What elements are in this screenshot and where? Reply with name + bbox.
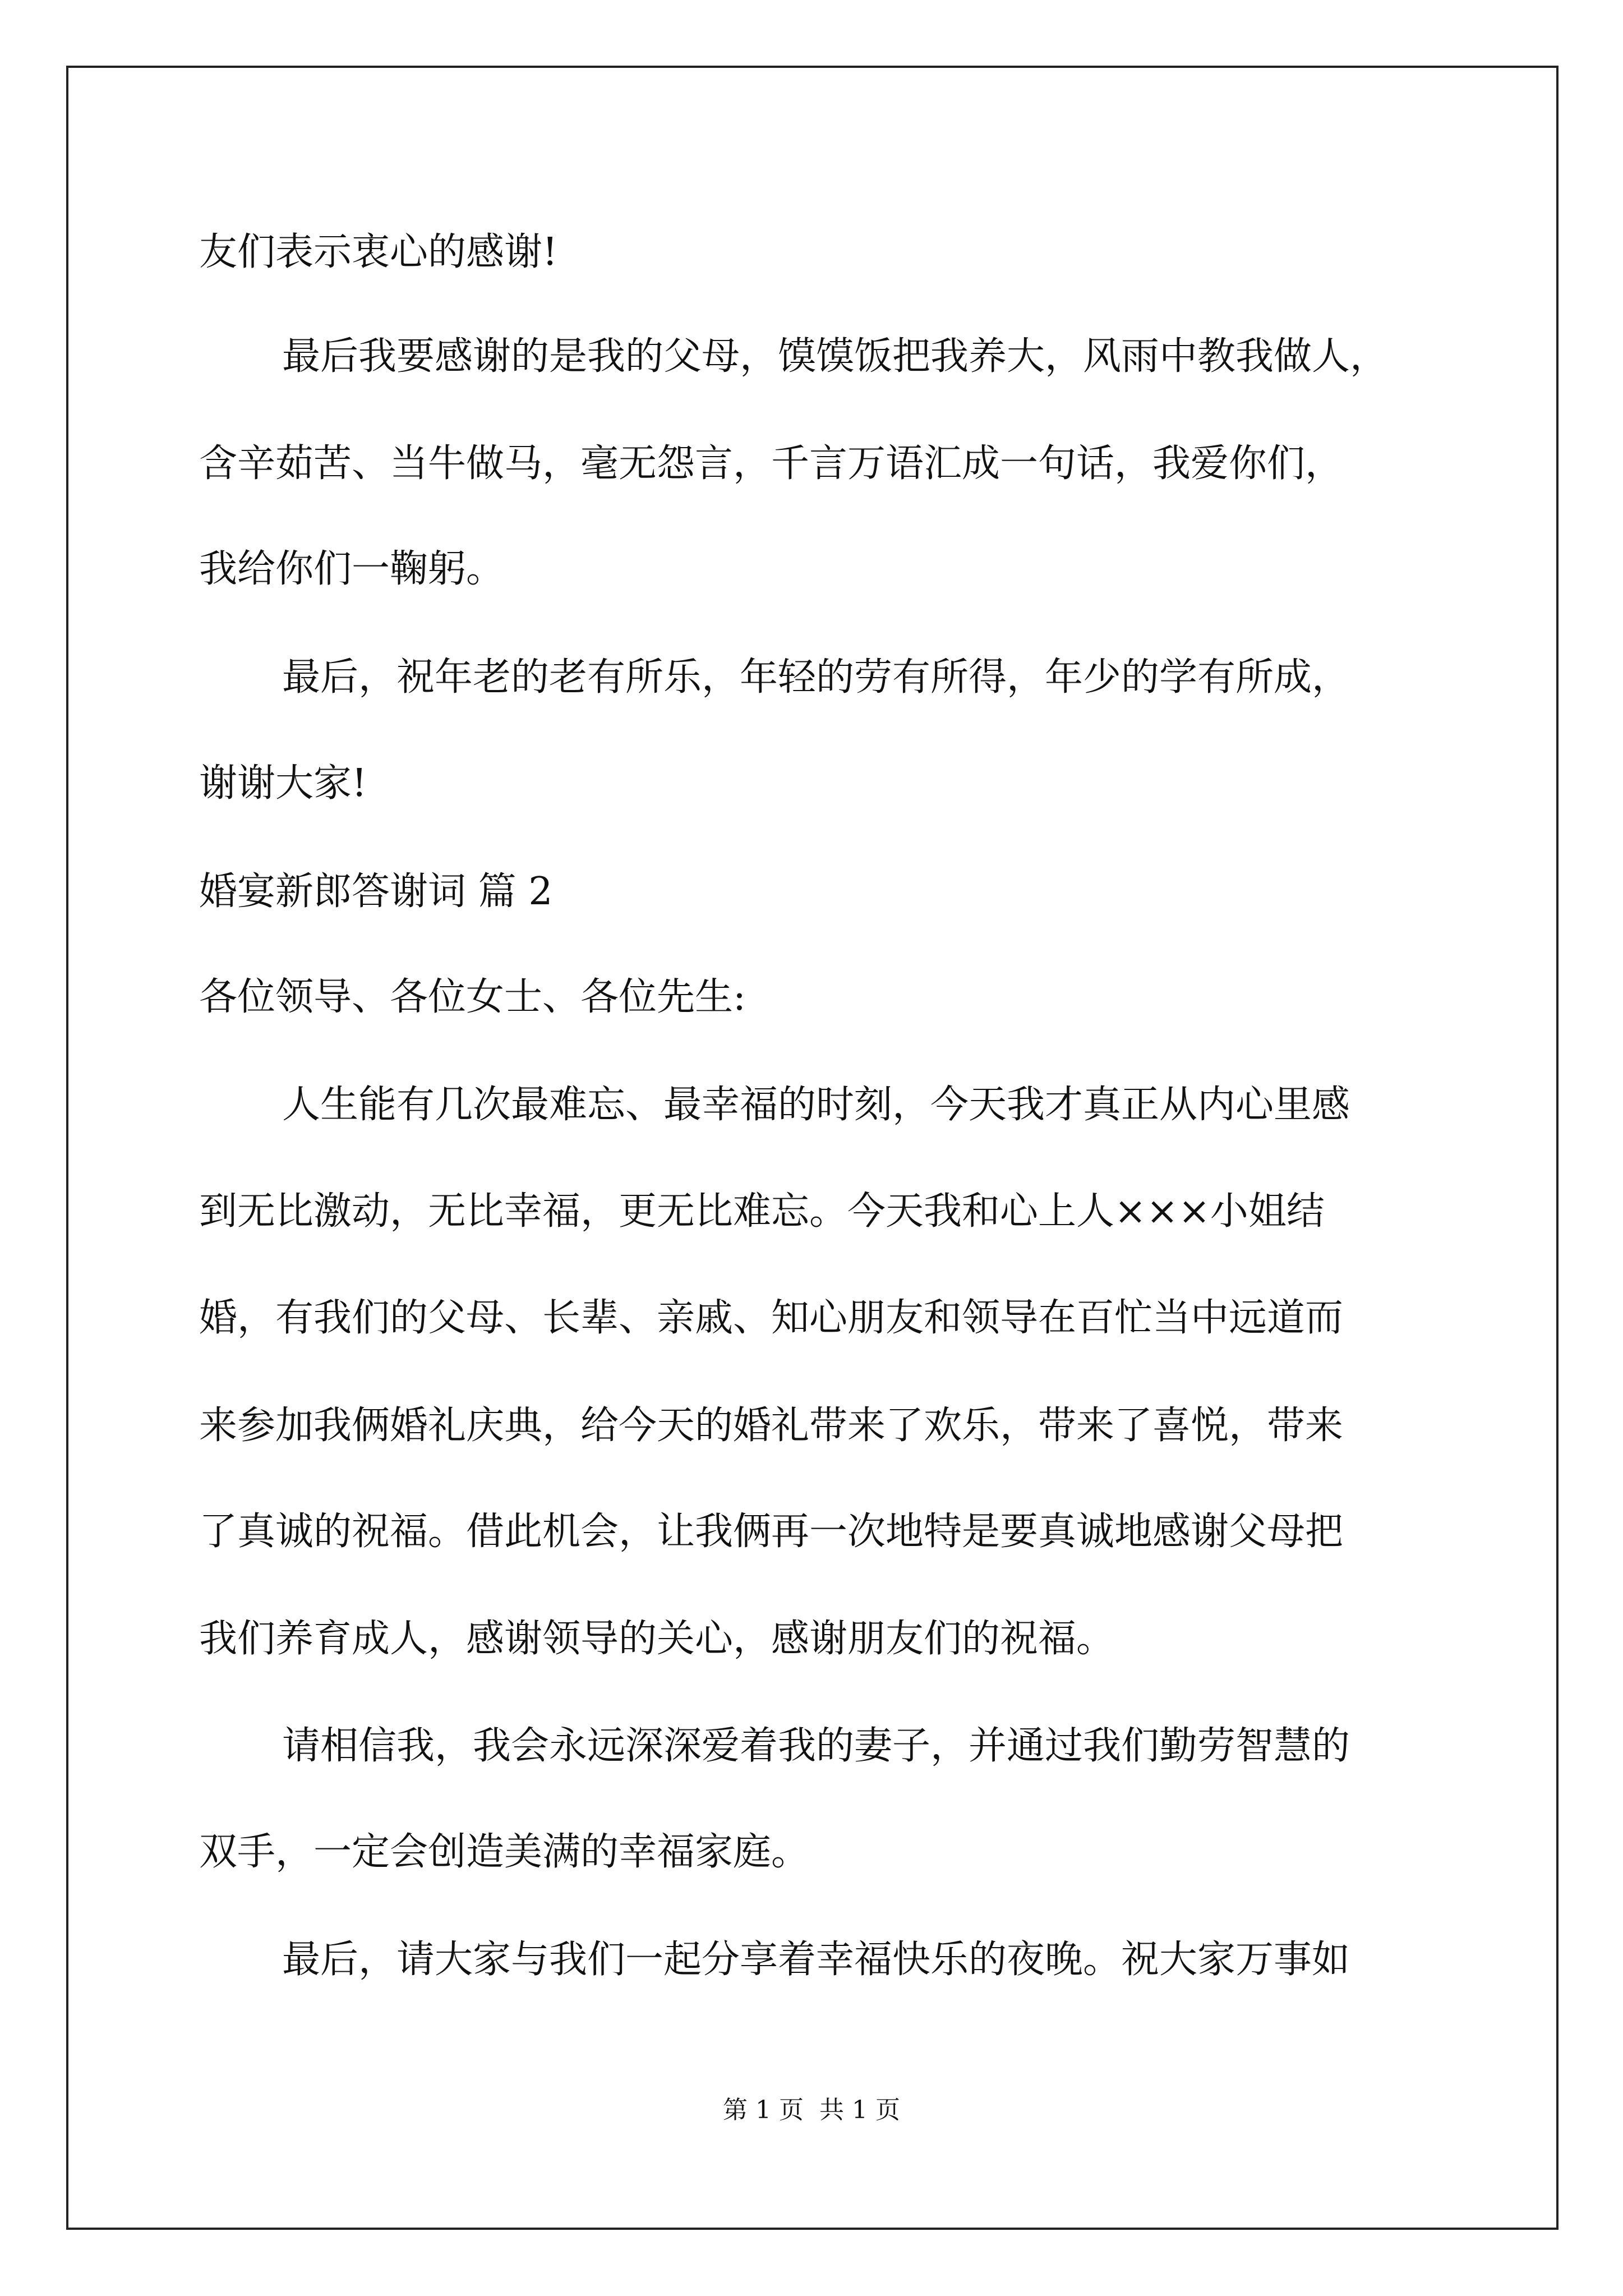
text-line: 婚，有我们的父母、长辈、亲戚、知心朋友和领导在百忙当中远道而 bbox=[199, 1296, 1344, 1340]
page-number: 第 1 页 bbox=[723, 2096, 804, 2124]
text-line: 来参加我俩婚礼庆典，给今天的婚礼带来了欢乐，带来了喜悦，带来 bbox=[199, 1404, 1344, 1448]
text-line: 最后，祝年老的老有所乐，年轻的劳有所得，年少的学有所成， bbox=[282, 655, 1350, 700]
text-line: 我们养育成人，感谢领导的关心，感谢朋友们的祝福。 bbox=[199, 1617, 1115, 1661]
text-line: 谢谢大家! bbox=[199, 761, 367, 806]
text-line: 到无比激动，无比幸福，更无比难忘。今天我和心上人×××小姐结 bbox=[199, 1189, 1325, 1234]
page-total: 共 1 页 bbox=[819, 2096, 900, 2124]
text-line: 含辛茹苦、当牛做马，毫无怨言，千言万语汇成一句话，我爱你们， bbox=[199, 441, 1344, 486]
text-line: 了真诚的祝福。借此机会，让我俩再一次地特是要真诚地感谢父母把 bbox=[199, 1510, 1344, 1554]
text-line: 友们表示衷心的感谢! bbox=[199, 230, 558, 274]
page-border bbox=[66, 66, 1559, 2230]
text-line: 人生能有几次最难忘、最幸福的时刻，今天我才真正从内心里感 bbox=[282, 1083, 1350, 1127]
section-heading: 婚宴新郎答谢词 篇 2 bbox=[199, 869, 553, 914]
text-line: 请相信我，我会永远深深爱着我的妻子，并通过我们勤劳智慧的 bbox=[282, 1724, 1350, 1768]
text-line: 最后我要感谢的是我的父母，馍馍饭把我养大，风雨中教我做人， bbox=[282, 334, 1389, 379]
text-line: 双手，一定会创造美满的幸福家庭。 bbox=[199, 1830, 810, 1874]
page-footer bbox=[0, 2095, 1623, 2126]
salutation: 各位领导、各位女士、各位先生: bbox=[199, 975, 746, 1019]
text-line: 我给你们一鞠躬。 bbox=[199, 547, 505, 591]
text-line: 最后，请大家与我们一起分享着幸福快乐的夜晚。祝大家万事如 bbox=[282, 1938, 1350, 1982]
